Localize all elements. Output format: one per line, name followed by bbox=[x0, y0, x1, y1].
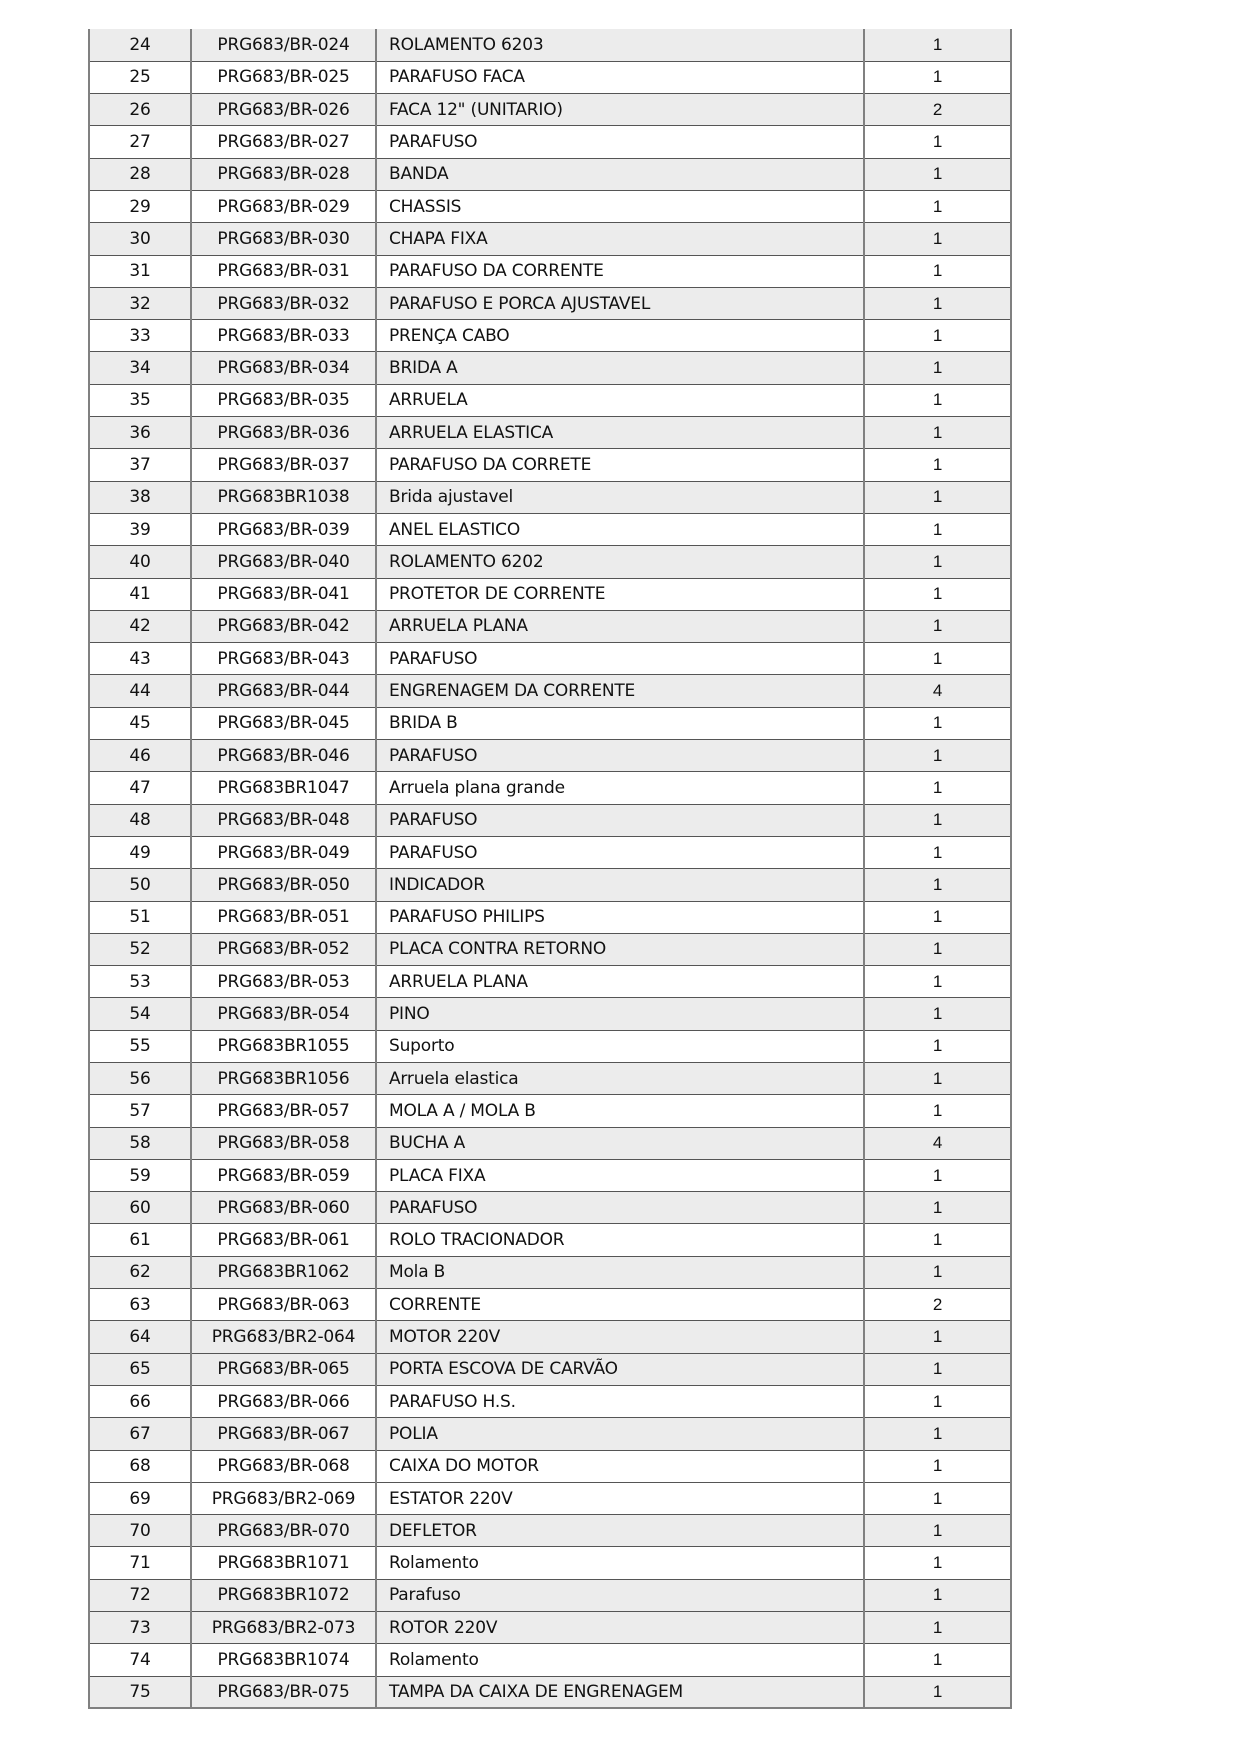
part-description-cell: TAMPA DA CAIXA DE ENGRENAGEM bbox=[376, 1676, 864, 1708]
part-description-cell: Suporto bbox=[376, 1030, 864, 1062]
part-code-cell: PRG683/BR-041 bbox=[191, 578, 376, 610]
item-number-cell: 44 bbox=[89, 675, 191, 707]
table-row bbox=[89, 94, 1011, 126]
quantity-cell: 1 bbox=[864, 1224, 1011, 1256]
part-description-cell: PARAFUSO FACA bbox=[376, 61, 864, 93]
table-row bbox=[89, 1579, 1011, 1611]
item-number-cell: 63 bbox=[89, 1289, 191, 1321]
item-number-cell: 57 bbox=[89, 1095, 191, 1127]
part-code-cell: PRG683/BR-027 bbox=[191, 126, 376, 158]
part-description-cell: PROTETOR DE CORRENTE bbox=[376, 578, 864, 610]
item-number-cell: 70 bbox=[89, 1515, 191, 1547]
part-code-cell: PRG683/BR-026 bbox=[191, 94, 376, 126]
item-number-cell: 51 bbox=[89, 901, 191, 933]
part-description-cell: ESTATOR 220V bbox=[376, 1482, 864, 1514]
item-number-cell: 49 bbox=[89, 836, 191, 868]
item-number-cell: 65 bbox=[89, 1353, 191, 1385]
table-row bbox=[89, 255, 1011, 287]
quantity-cell: 1 bbox=[864, 804, 1011, 836]
part-description-cell: PARAFUSO bbox=[376, 740, 864, 772]
quantity-cell: 1 bbox=[864, 1482, 1011, 1514]
item-number-cell: 62 bbox=[89, 1256, 191, 1288]
part-description-cell: PARAFUSO bbox=[376, 1192, 864, 1224]
part-code-cell: PRG683/BR-042 bbox=[191, 610, 376, 642]
part-code-cell: PRG683/BR-036 bbox=[191, 417, 376, 449]
item-number-cell: 56 bbox=[89, 1063, 191, 1095]
parts-table bbox=[88, 29, 1012, 1709]
part-description-cell: POLIA bbox=[376, 1418, 864, 1450]
table-row bbox=[89, 1159, 1011, 1191]
part-description-cell: ROTOR 220V bbox=[376, 1612, 864, 1644]
item-number-cell: 37 bbox=[89, 449, 191, 481]
part-description-cell: Arruela elastica bbox=[376, 1063, 864, 1095]
part-code-cell: PRG683/BR-045 bbox=[191, 707, 376, 739]
part-description-cell: PARAFUSO bbox=[376, 804, 864, 836]
part-code-cell: PRG683/BR-029 bbox=[191, 190, 376, 222]
item-number-cell: 67 bbox=[89, 1418, 191, 1450]
part-code-cell: PRG683BR1071 bbox=[191, 1547, 376, 1579]
quantity-cell: 2 bbox=[864, 94, 1011, 126]
table-row bbox=[89, 998, 1011, 1030]
part-description-cell: CORRENTE bbox=[376, 1289, 864, 1321]
part-code-cell: PRG683/BR-037 bbox=[191, 449, 376, 481]
item-number-cell: 28 bbox=[89, 158, 191, 190]
part-description-cell: BRIDA A bbox=[376, 352, 864, 384]
quantity-cell: 1 bbox=[864, 190, 1011, 222]
part-code-cell: PRG683/BR-034 bbox=[191, 352, 376, 384]
part-description-cell: ARRUELA ELASTICA bbox=[376, 417, 864, 449]
part-description-cell: Brida ajustavel bbox=[376, 481, 864, 513]
part-description-cell: PRENÇA CABO bbox=[376, 320, 864, 352]
part-code-cell: PRG683/BR-039 bbox=[191, 513, 376, 545]
table-row bbox=[89, 1192, 1011, 1224]
part-code-cell: PRG683BR1038 bbox=[191, 481, 376, 513]
quantity-cell: 1 bbox=[864, 869, 1011, 901]
part-code-cell: PRG683BR1047 bbox=[191, 772, 376, 804]
quantity-cell: 1 bbox=[864, 481, 1011, 513]
quantity-cell: 1 bbox=[864, 1547, 1011, 1579]
part-code-cell: PRG683BR1056 bbox=[191, 1063, 376, 1095]
item-number-cell: 42 bbox=[89, 610, 191, 642]
part-description-cell: ARRUELA PLANA bbox=[376, 610, 864, 642]
item-number-cell: 53 bbox=[89, 966, 191, 998]
table-row bbox=[89, 1482, 1011, 1514]
item-number-cell: 38 bbox=[89, 481, 191, 513]
table-row bbox=[89, 675, 1011, 707]
part-description-cell: PARAFUSO PHILIPS bbox=[376, 901, 864, 933]
table-row bbox=[89, 352, 1011, 384]
quantity-cell: 1 bbox=[864, 449, 1011, 481]
table-row bbox=[89, 1676, 1011, 1708]
table-row bbox=[89, 707, 1011, 739]
part-code-cell: PRG683/BR-061 bbox=[191, 1224, 376, 1256]
part-code-cell: PRG683/BR-051 bbox=[191, 901, 376, 933]
item-number-cell: 26 bbox=[89, 94, 191, 126]
table-row bbox=[89, 223, 1011, 255]
quantity-cell: 2 bbox=[864, 1289, 1011, 1321]
table-row bbox=[89, 933, 1011, 965]
table-row bbox=[89, 190, 1011, 222]
item-number-cell: 34 bbox=[89, 352, 191, 384]
item-number-cell: 41 bbox=[89, 578, 191, 610]
item-number-cell: 64 bbox=[89, 1321, 191, 1353]
item-number-cell: 24 bbox=[89, 29, 191, 61]
part-code-cell: PRG683/BR-032 bbox=[191, 287, 376, 319]
table-row bbox=[89, 1418, 1011, 1450]
part-code-cell: PRG683/BR-063 bbox=[191, 1289, 376, 1321]
table-row bbox=[89, 1644, 1011, 1676]
table-row bbox=[89, 772, 1011, 804]
table-row bbox=[89, 1127, 1011, 1159]
part-description-cell: Rolamento bbox=[376, 1547, 864, 1579]
parts-table-body bbox=[89, 29, 1011, 1708]
quantity-cell: 1 bbox=[864, 1385, 1011, 1417]
quantity-cell: 1 bbox=[864, 61, 1011, 93]
item-number-cell: 50 bbox=[89, 869, 191, 901]
item-number-cell: 29 bbox=[89, 190, 191, 222]
part-description-cell: ROLAMENTO 6202 bbox=[376, 546, 864, 578]
item-number-cell: 30 bbox=[89, 223, 191, 255]
table-row bbox=[89, 1256, 1011, 1288]
part-description-cell: ARRUELA PLANA bbox=[376, 966, 864, 998]
table-row bbox=[89, 320, 1011, 352]
part-code-cell: PRG683/BR-043 bbox=[191, 643, 376, 675]
part-code-cell: PRG683/BR-054 bbox=[191, 998, 376, 1030]
item-number-cell: 39 bbox=[89, 513, 191, 545]
table-row bbox=[89, 1353, 1011, 1385]
table-row bbox=[89, 287, 1011, 319]
part-description-cell: PLACA CONTRA RETORNO bbox=[376, 933, 864, 965]
quantity-cell: 1 bbox=[864, 1579, 1011, 1611]
part-description-cell: PINO bbox=[376, 998, 864, 1030]
table-row bbox=[89, 417, 1011, 449]
item-number-cell: 59 bbox=[89, 1159, 191, 1191]
quantity-cell: 1 bbox=[864, 1676, 1011, 1708]
part-code-cell: PRG683/BR-058 bbox=[191, 1127, 376, 1159]
part-description-cell: MOTOR 220V bbox=[376, 1321, 864, 1353]
table-row bbox=[89, 1612, 1011, 1644]
table-row bbox=[89, 643, 1011, 675]
quantity-cell: 1 bbox=[864, 1192, 1011, 1224]
quantity-cell: 1 bbox=[864, 158, 1011, 190]
item-number-cell: 27 bbox=[89, 126, 191, 158]
part-description-cell: FACA 12" (UNITARIO) bbox=[376, 94, 864, 126]
quantity-cell: 1 bbox=[864, 223, 1011, 255]
part-description-cell: PARAFUSO DA CORRETE bbox=[376, 449, 864, 481]
part-code-cell: PRG683/BR-048 bbox=[191, 804, 376, 836]
part-description-cell: PARAFUSO bbox=[376, 126, 864, 158]
quantity-cell: 1 bbox=[864, 29, 1011, 61]
item-number-cell: 66 bbox=[89, 1385, 191, 1417]
table-row bbox=[89, 901, 1011, 933]
part-code-cell: PRG683/BR-024 bbox=[191, 29, 376, 61]
item-number-cell: 25 bbox=[89, 61, 191, 93]
table-row bbox=[89, 126, 1011, 158]
table-row bbox=[89, 1450, 1011, 1482]
part-description-cell: Mola B bbox=[376, 1256, 864, 1288]
part-description-cell: Arruela plana grande bbox=[376, 772, 864, 804]
part-description-cell: ROLO TRACIONADOR bbox=[376, 1224, 864, 1256]
table-row bbox=[89, 1385, 1011, 1417]
quantity-cell: 1 bbox=[864, 255, 1011, 287]
quantity-cell: 1 bbox=[864, 126, 1011, 158]
table-row bbox=[89, 384, 1011, 416]
quantity-cell: 1 bbox=[864, 1030, 1011, 1062]
part-code-cell: PRG683/BR-033 bbox=[191, 320, 376, 352]
part-description-cell: CHAPA FIXA bbox=[376, 223, 864, 255]
item-number-cell: 47 bbox=[89, 772, 191, 804]
part-description-cell: PARAFUSO E PORCA AJUSTAVEL bbox=[376, 287, 864, 319]
part-code-cell: PRG683BR1072 bbox=[191, 1579, 376, 1611]
part-description-cell: PARAFUSO bbox=[376, 836, 864, 868]
item-number-cell: 61 bbox=[89, 1224, 191, 1256]
item-number-cell: 75 bbox=[89, 1676, 191, 1708]
part-code-cell: PRG683/BR-067 bbox=[191, 1418, 376, 1450]
part-description-cell: ARRUELA bbox=[376, 384, 864, 416]
table-row bbox=[89, 610, 1011, 642]
quantity-cell: 1 bbox=[864, 1095, 1011, 1127]
quantity-cell: 1 bbox=[864, 1256, 1011, 1288]
table-row bbox=[89, 1515, 1011, 1547]
part-code-cell: PRG683/BR2-073 bbox=[191, 1612, 376, 1644]
part-code-cell: PRG683/BR-060 bbox=[191, 1192, 376, 1224]
item-number-cell: 58 bbox=[89, 1127, 191, 1159]
quantity-cell: 1 bbox=[864, 546, 1011, 578]
part-code-cell: PRG683/BR-049 bbox=[191, 836, 376, 868]
item-number-cell: 68 bbox=[89, 1450, 191, 1482]
part-description-cell: INDICADOR bbox=[376, 869, 864, 901]
item-number-cell: 32 bbox=[89, 287, 191, 319]
part-code-cell: PRG683/BR-066 bbox=[191, 1385, 376, 1417]
quantity-cell: 1 bbox=[864, 578, 1011, 610]
item-number-cell: 74 bbox=[89, 1644, 191, 1676]
table-row bbox=[89, 513, 1011, 545]
quantity-cell: 1 bbox=[864, 1418, 1011, 1450]
quantity-cell: 1 bbox=[864, 1450, 1011, 1482]
part-code-cell: PRG683/BR-046 bbox=[191, 740, 376, 772]
table-row bbox=[89, 1321, 1011, 1353]
item-number-cell: 33 bbox=[89, 320, 191, 352]
item-number-cell: 48 bbox=[89, 804, 191, 836]
quantity-cell: 1 bbox=[864, 1515, 1011, 1547]
quantity-cell: 1 bbox=[864, 1063, 1011, 1095]
quantity-cell: 1 bbox=[864, 513, 1011, 545]
table-row bbox=[89, 966, 1011, 998]
item-number-cell: 55 bbox=[89, 1030, 191, 1062]
part-code-cell: PRG683/BR-053 bbox=[191, 966, 376, 998]
table-row bbox=[89, 740, 1011, 772]
item-number-cell: 35 bbox=[89, 384, 191, 416]
part-code-cell: PRG683/BR-025 bbox=[191, 61, 376, 93]
item-number-cell: 46 bbox=[89, 740, 191, 772]
part-code-cell: PRG683/BR-065 bbox=[191, 1353, 376, 1385]
item-number-cell: 52 bbox=[89, 933, 191, 965]
part-code-cell: PRG683/BR2-069 bbox=[191, 1482, 376, 1514]
quantity-cell: 1 bbox=[864, 707, 1011, 739]
part-description-cell: BRIDA B bbox=[376, 707, 864, 739]
part-code-cell: PRG683/BR-057 bbox=[191, 1095, 376, 1127]
quantity-cell: 4 bbox=[864, 1127, 1011, 1159]
table-row bbox=[89, 158, 1011, 190]
part-code-cell: PRG683BR1062 bbox=[191, 1256, 376, 1288]
quantity-cell: 1 bbox=[864, 1644, 1011, 1676]
quantity-cell: 1 bbox=[864, 384, 1011, 416]
item-number-cell: 72 bbox=[89, 1579, 191, 1611]
part-description-cell: BUCHA A bbox=[376, 1127, 864, 1159]
item-number-cell: 43 bbox=[89, 643, 191, 675]
part-description-cell: BANDA bbox=[376, 158, 864, 190]
item-number-cell: 40 bbox=[89, 546, 191, 578]
table-row bbox=[89, 1289, 1011, 1321]
table-row bbox=[89, 546, 1011, 578]
part-code-cell: PRG683BR1074 bbox=[191, 1644, 376, 1676]
quantity-cell: 1 bbox=[864, 417, 1011, 449]
part-description-cell: Rolamento bbox=[376, 1644, 864, 1676]
part-code-cell: PRG683BR1055 bbox=[191, 1030, 376, 1062]
quantity-cell: 1 bbox=[864, 901, 1011, 933]
table-row bbox=[89, 1547, 1011, 1579]
quantity-cell: 1 bbox=[864, 740, 1011, 772]
part-description-cell: PARAFUSO H.S. bbox=[376, 1385, 864, 1417]
item-number-cell: 31 bbox=[89, 255, 191, 287]
part-code-cell: PRG683/BR-040 bbox=[191, 546, 376, 578]
quantity-cell: 4 bbox=[864, 675, 1011, 707]
table-row bbox=[89, 804, 1011, 836]
part-code-cell: PRG683/BR-031 bbox=[191, 255, 376, 287]
quantity-cell: 1 bbox=[864, 320, 1011, 352]
quantity-cell: 1 bbox=[864, 836, 1011, 868]
part-description-cell: PORTA ESCOVA DE CARVÃO bbox=[376, 1353, 864, 1385]
part-description-cell: PLACA FIXA bbox=[376, 1159, 864, 1191]
quantity-cell: 1 bbox=[864, 1321, 1011, 1353]
table-row bbox=[89, 1224, 1011, 1256]
quantity-cell: 1 bbox=[864, 966, 1011, 998]
part-description-cell: PARAFUSO bbox=[376, 643, 864, 675]
part-code-cell: PRG683/BR-075 bbox=[191, 1676, 376, 1708]
part-code-cell: PRG683/BR-052 bbox=[191, 933, 376, 965]
part-description-cell: CHASSIS bbox=[376, 190, 864, 222]
quantity-cell: 1 bbox=[864, 287, 1011, 319]
part-code-cell: PRG683/BR-059 bbox=[191, 1159, 376, 1191]
item-number-cell: 73 bbox=[89, 1612, 191, 1644]
quantity-cell: 1 bbox=[864, 1353, 1011, 1385]
table-row bbox=[89, 481, 1011, 513]
part-code-cell: PRG683/BR-050 bbox=[191, 869, 376, 901]
part-description-cell: PARAFUSO DA CORRENTE bbox=[376, 255, 864, 287]
part-code-cell: PRG683/BR-035 bbox=[191, 384, 376, 416]
table-row bbox=[89, 578, 1011, 610]
quantity-cell: 1 bbox=[864, 610, 1011, 642]
quantity-cell: 1 bbox=[864, 643, 1011, 675]
table-row bbox=[89, 869, 1011, 901]
quantity-cell: 1 bbox=[864, 772, 1011, 804]
table-row bbox=[89, 1095, 1011, 1127]
item-number-cell: 54 bbox=[89, 998, 191, 1030]
table-row bbox=[89, 1063, 1011, 1095]
table-row bbox=[89, 61, 1011, 93]
quantity-cell: 1 bbox=[864, 352, 1011, 384]
item-number-cell: 60 bbox=[89, 1192, 191, 1224]
table-row bbox=[89, 1030, 1011, 1062]
part-code-cell: PRG683/BR-044 bbox=[191, 675, 376, 707]
quantity-cell: 1 bbox=[864, 933, 1011, 965]
part-description-cell: Parafuso bbox=[376, 1579, 864, 1611]
part-description-cell: DEFLETOR bbox=[376, 1515, 864, 1547]
part-description-cell: MOLA A / MOLA B bbox=[376, 1095, 864, 1127]
table-row bbox=[89, 836, 1011, 868]
item-number-cell: 36 bbox=[89, 417, 191, 449]
item-number-cell: 71 bbox=[89, 1547, 191, 1579]
item-number-cell: 45 bbox=[89, 707, 191, 739]
part-code-cell: PRG683/BR2-064 bbox=[191, 1321, 376, 1353]
part-description-cell: ROLAMENTO 6203 bbox=[376, 29, 864, 61]
item-number-cell: 69 bbox=[89, 1482, 191, 1514]
part-description-cell: ENGRENAGEM DA CORRENTE bbox=[376, 675, 864, 707]
part-code-cell: PRG683/BR-070 bbox=[191, 1515, 376, 1547]
part-code-cell: PRG683/BR-068 bbox=[191, 1450, 376, 1482]
part-code-cell: PRG683/BR-028 bbox=[191, 158, 376, 190]
quantity-cell: 1 bbox=[864, 1612, 1011, 1644]
table-row bbox=[89, 449, 1011, 481]
part-description-cell: CAIXA DO MOTOR bbox=[376, 1450, 864, 1482]
quantity-cell: 1 bbox=[864, 1159, 1011, 1191]
quantity-cell: 1 bbox=[864, 998, 1011, 1030]
part-description-cell: ANEL ELASTICO bbox=[376, 513, 864, 545]
part-code-cell: PRG683/BR-030 bbox=[191, 223, 376, 255]
table-row bbox=[89, 29, 1011, 61]
